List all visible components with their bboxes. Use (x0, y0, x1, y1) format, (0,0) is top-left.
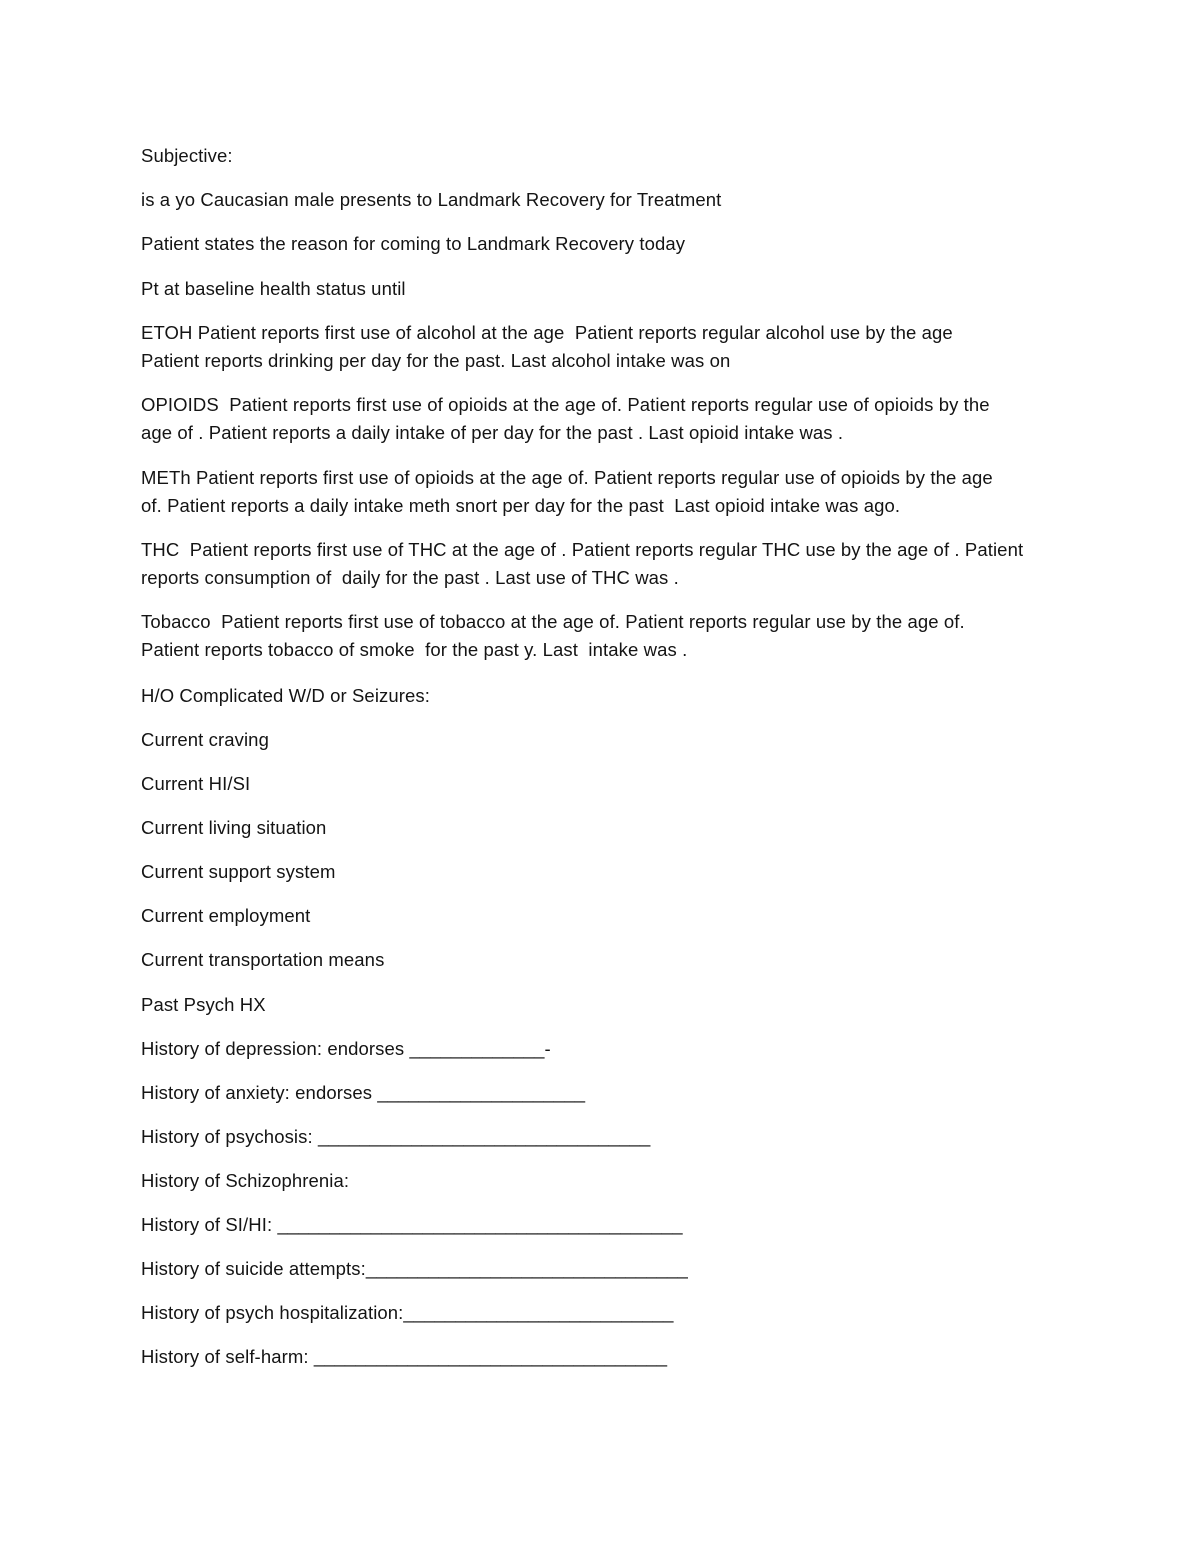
history-label: History of Schizophrenia: (141, 1170, 350, 1191)
thc-line-1: THC Patient reports first use of THC at the age of . Patient reports regular THC use by the age of . Patient (141, 539, 1024, 560)
thc-line-2: reports consumption of daily for the past . Last use of THC was . (141, 567, 679, 588)
meth-paragraph (141, 464, 1071, 520)
history-schizophrenia (141, 1167, 1071, 1195)
fill-in-blank: __________________________ (403, 1302, 674, 1323)
item-seizures: H/O Complicated W/D or Seizures: (141, 685, 431, 706)
fill-in-blank: ____________________ (377, 1082, 586, 1103)
item-past-psych-hx: Past Psych HX (141, 994, 266, 1015)
etoh-line-2: Patient reports drinking per day for the past. Last alcohol intake was on (141, 350, 731, 371)
history-label: History of anxiety: endorses (141, 1082, 378, 1103)
reason-line: Patient states the reason for coming to Landmark Recovery today (141, 233, 686, 254)
fill-in-blank: _____________- (409, 1038, 551, 1059)
etoh-paragraph (141, 319, 1071, 375)
baseline-line: Pt at baseline health status until (141, 278, 406, 299)
fill-in-blank: _______________________________ (365, 1258, 688, 1279)
history-self-harm (141, 1343, 1071, 1371)
history-label: History of psych hospitalization: (141, 1302, 404, 1323)
meth-line-2: of. Patient reports a daily intake meth snort per day for the past Last opioid intake was ago. (141, 495, 901, 516)
history-depression (141, 1035, 1071, 1063)
history-si-hi (141, 1211, 1071, 1239)
opioids-line-1: OPIOIDS Patient reports first use of opioids at the age of. Patient reports regular use of opioids by the (141, 394, 990, 415)
opioids-line-2: age of . Patient reports a daily intake of per day for the past . Last opioid intake was . (141, 422, 844, 443)
history-label: History of depression: endorses (141, 1038, 410, 1059)
item-current-living-situation: Current living situation (141, 817, 327, 838)
item-current-transportation: Current transportation means (141, 949, 385, 970)
fill-in-blank: ________________________________ (317, 1126, 651, 1147)
history-psychosis (141, 1123, 1071, 1151)
item-current-support-system: Current support system (141, 861, 336, 882)
history-psych-hospitalization (141, 1299, 1071, 1327)
fill-in-blank: _______________________________________ (277, 1214, 683, 1235)
item-current-hi-si: Current HI/SI (141, 773, 251, 794)
section-heading-subjective: Subjective: (141, 145, 233, 166)
history-anxiety (141, 1079, 1071, 1107)
opioids-paragraph (141, 391, 1071, 447)
history-label: History of SI/HI: (141, 1214, 278, 1235)
item-current-craving: Current craving (141, 729, 269, 750)
intro-line: is a yo Caucasian male presents to Landmark Recovery for Treatment (141, 189, 722, 210)
tobacco-paragraph (141, 608, 1071, 664)
tobacco-line-1: Tobacco Patient reports first use of tobacco at the age of. Patient reports regular use by the age of. (141, 611, 965, 632)
history-suicide-attempts (141, 1255, 1071, 1283)
etoh-line-1: ETOH Patient reports first use of alcohol at the age Patient reports regular alcohol use by the age (141, 322, 953, 343)
fill-in-blank: __________________________________ (313, 1346, 668, 1367)
history-label: History of suicide attempts: (141, 1258, 366, 1279)
history-label: History of psychosis: (141, 1126, 318, 1147)
item-current-employment: Current employment (141, 905, 311, 926)
meth-line-1: METh Patient reports first use of opioids at the age of. Patient reports regular use of opioids by the age (141, 467, 993, 488)
history-label: History of self-harm: (141, 1346, 314, 1367)
tobacco-line-2: Patient reports tobacco of smoke for the past y. Last intake was . (141, 639, 688, 660)
thc-paragraph (141, 536, 1071, 592)
